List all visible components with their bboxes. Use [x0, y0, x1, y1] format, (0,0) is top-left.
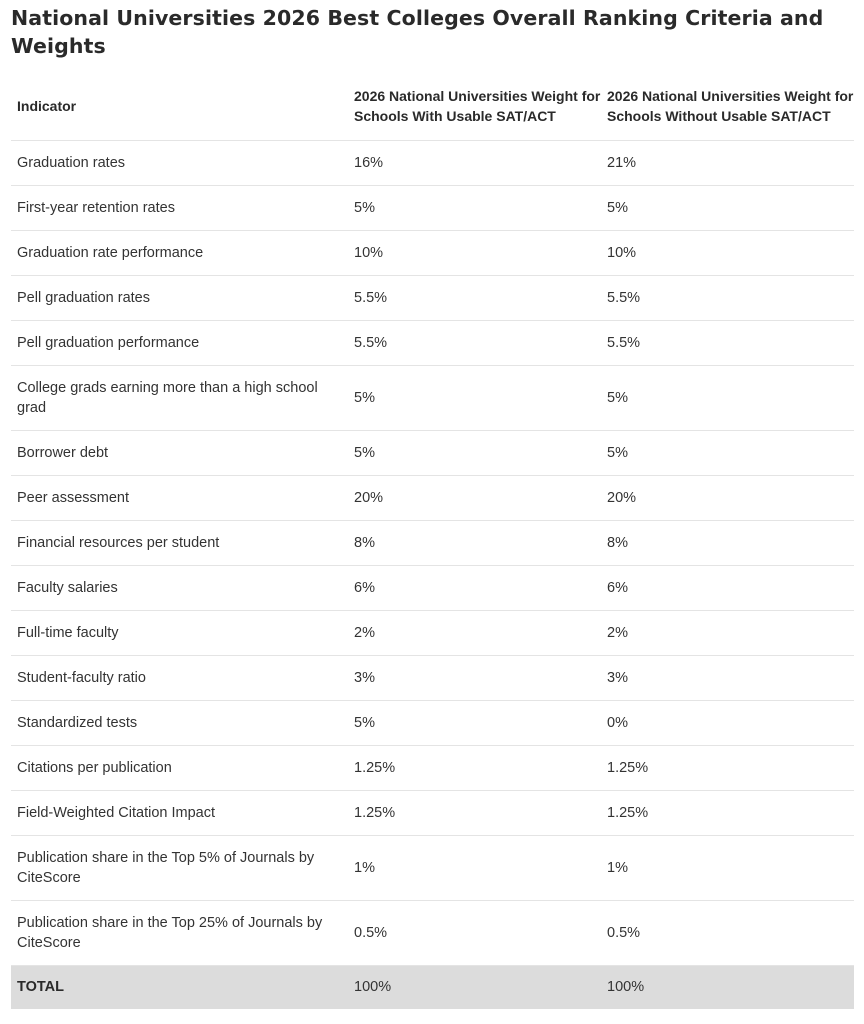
indicator-cell: Publication share in the Top 25% of Journals by CiteScore [11, 900, 348, 965]
indicator-cell: Pell graduation rates [11, 275, 348, 320]
indicator-cell: Pell graduation performance [11, 320, 348, 365]
weight-with-cell: 5.5% [348, 320, 601, 365]
table-row [11, 900, 854, 965]
weight-without-cell: 5% [601, 365, 854, 430]
weight-without-cell: 20% [601, 475, 854, 520]
table-row [11, 700, 854, 745]
weight-without-cell: 5.5% [601, 275, 854, 320]
weight-with-cell: 8% [348, 520, 601, 565]
table-row [11, 275, 854, 320]
table-row [11, 185, 854, 230]
weight-with-cell: 5% [348, 430, 601, 475]
indicator-cell: Graduation rate performance [11, 230, 348, 275]
indicator-cell: Standardized tests [11, 700, 348, 745]
weight-with-cell: 5% [348, 185, 601, 230]
weight-with-cell: 2% [348, 610, 601, 655]
weight-without-cell: 1% [601, 835, 854, 900]
table-row [11, 320, 854, 365]
table-row [11, 610, 854, 655]
indicator-cell: Graduation rates [11, 140, 348, 185]
weight-without-cell: 6% [601, 565, 854, 610]
weight-with-cell: 3% [348, 655, 601, 700]
weight-without-cell: 8% [601, 520, 854, 565]
ranking-table [11, 74, 854, 1009]
total-row [11, 965, 854, 1009]
total-with-cell: 100% [348, 965, 601, 1009]
table-row [11, 520, 854, 565]
indicator-cell: Citations per publication [11, 745, 348, 790]
indicator-cell: Borrower debt [11, 430, 348, 475]
weight-without-cell: 0% [601, 700, 854, 745]
indicator-cell: Publication share in the Top 5% of Journals by CiteScore [11, 835, 348, 900]
total-label: TOTAL [11, 965, 348, 1009]
table-header-row [11, 74, 854, 140]
weight-with-cell: 5% [348, 700, 601, 745]
table-row [11, 565, 854, 610]
page-title: National Universities 2026 Best Colleges Overall Ranking Criteria and Weights [11, 6, 824, 58]
weight-with-cell: 6% [348, 565, 601, 610]
table-row [11, 140, 854, 185]
weight-without-cell: 21% [601, 140, 854, 185]
weight-without-cell: 3% [601, 655, 854, 700]
weight-with-cell: 20% [348, 475, 601, 520]
column-header-indicator: Indicator [11, 74, 348, 140]
weight-with-cell: 0.5% [348, 900, 601, 965]
weight-with-cell: 5% [348, 365, 601, 430]
table-row [11, 790, 854, 835]
weight-with-cell: 16% [348, 140, 601, 185]
table-row [11, 835, 854, 900]
weight-without-cell: 2% [601, 610, 854, 655]
column-header-with-sat-act: 2026 National Universities Weight for Schools With Usable SAT/ACT [348, 74, 601, 140]
weight-without-cell: 1.25% [601, 745, 854, 790]
indicator-cell: Field-Weighted Citation Impact [11, 790, 348, 835]
table-row [11, 655, 854, 700]
table-row [11, 430, 854, 475]
indicator-cell: Faculty salaries [11, 565, 348, 610]
total-without-cell: 100% [601, 965, 854, 1009]
table-row [11, 475, 854, 520]
table-row [11, 230, 854, 275]
weight-without-cell: 5.5% [601, 320, 854, 365]
weight-with-cell: 5.5% [348, 275, 601, 320]
weight-without-cell: 1.25% [601, 790, 854, 835]
weight-with-cell: 1.25% [348, 790, 601, 835]
table-row [11, 745, 854, 790]
indicator-cell: College grads earning more than a high school grad [11, 365, 348, 430]
indicator-cell: Student-faculty ratio [11, 655, 348, 700]
indicator-cell: Peer assessment [11, 475, 348, 520]
weight-without-cell: 5% [601, 430, 854, 475]
weight-without-cell: 10% [601, 230, 854, 275]
column-header-without-sat-act: 2026 National Universities Weight for Schools Without Usable SAT/ACT [601, 74, 854, 140]
indicator-cell: Financial resources per student [11, 520, 348, 565]
indicator-cell: Full-time faculty [11, 610, 348, 655]
weight-with-cell: 1.25% [348, 745, 601, 790]
table-row [11, 365, 854, 430]
weight-with-cell: 10% [348, 230, 601, 275]
weight-without-cell: 5% [601, 185, 854, 230]
weight-with-cell: 1% [348, 835, 601, 900]
indicator-cell: First-year retention rates [11, 185, 348, 230]
weight-without-cell: 0.5% [601, 900, 854, 965]
